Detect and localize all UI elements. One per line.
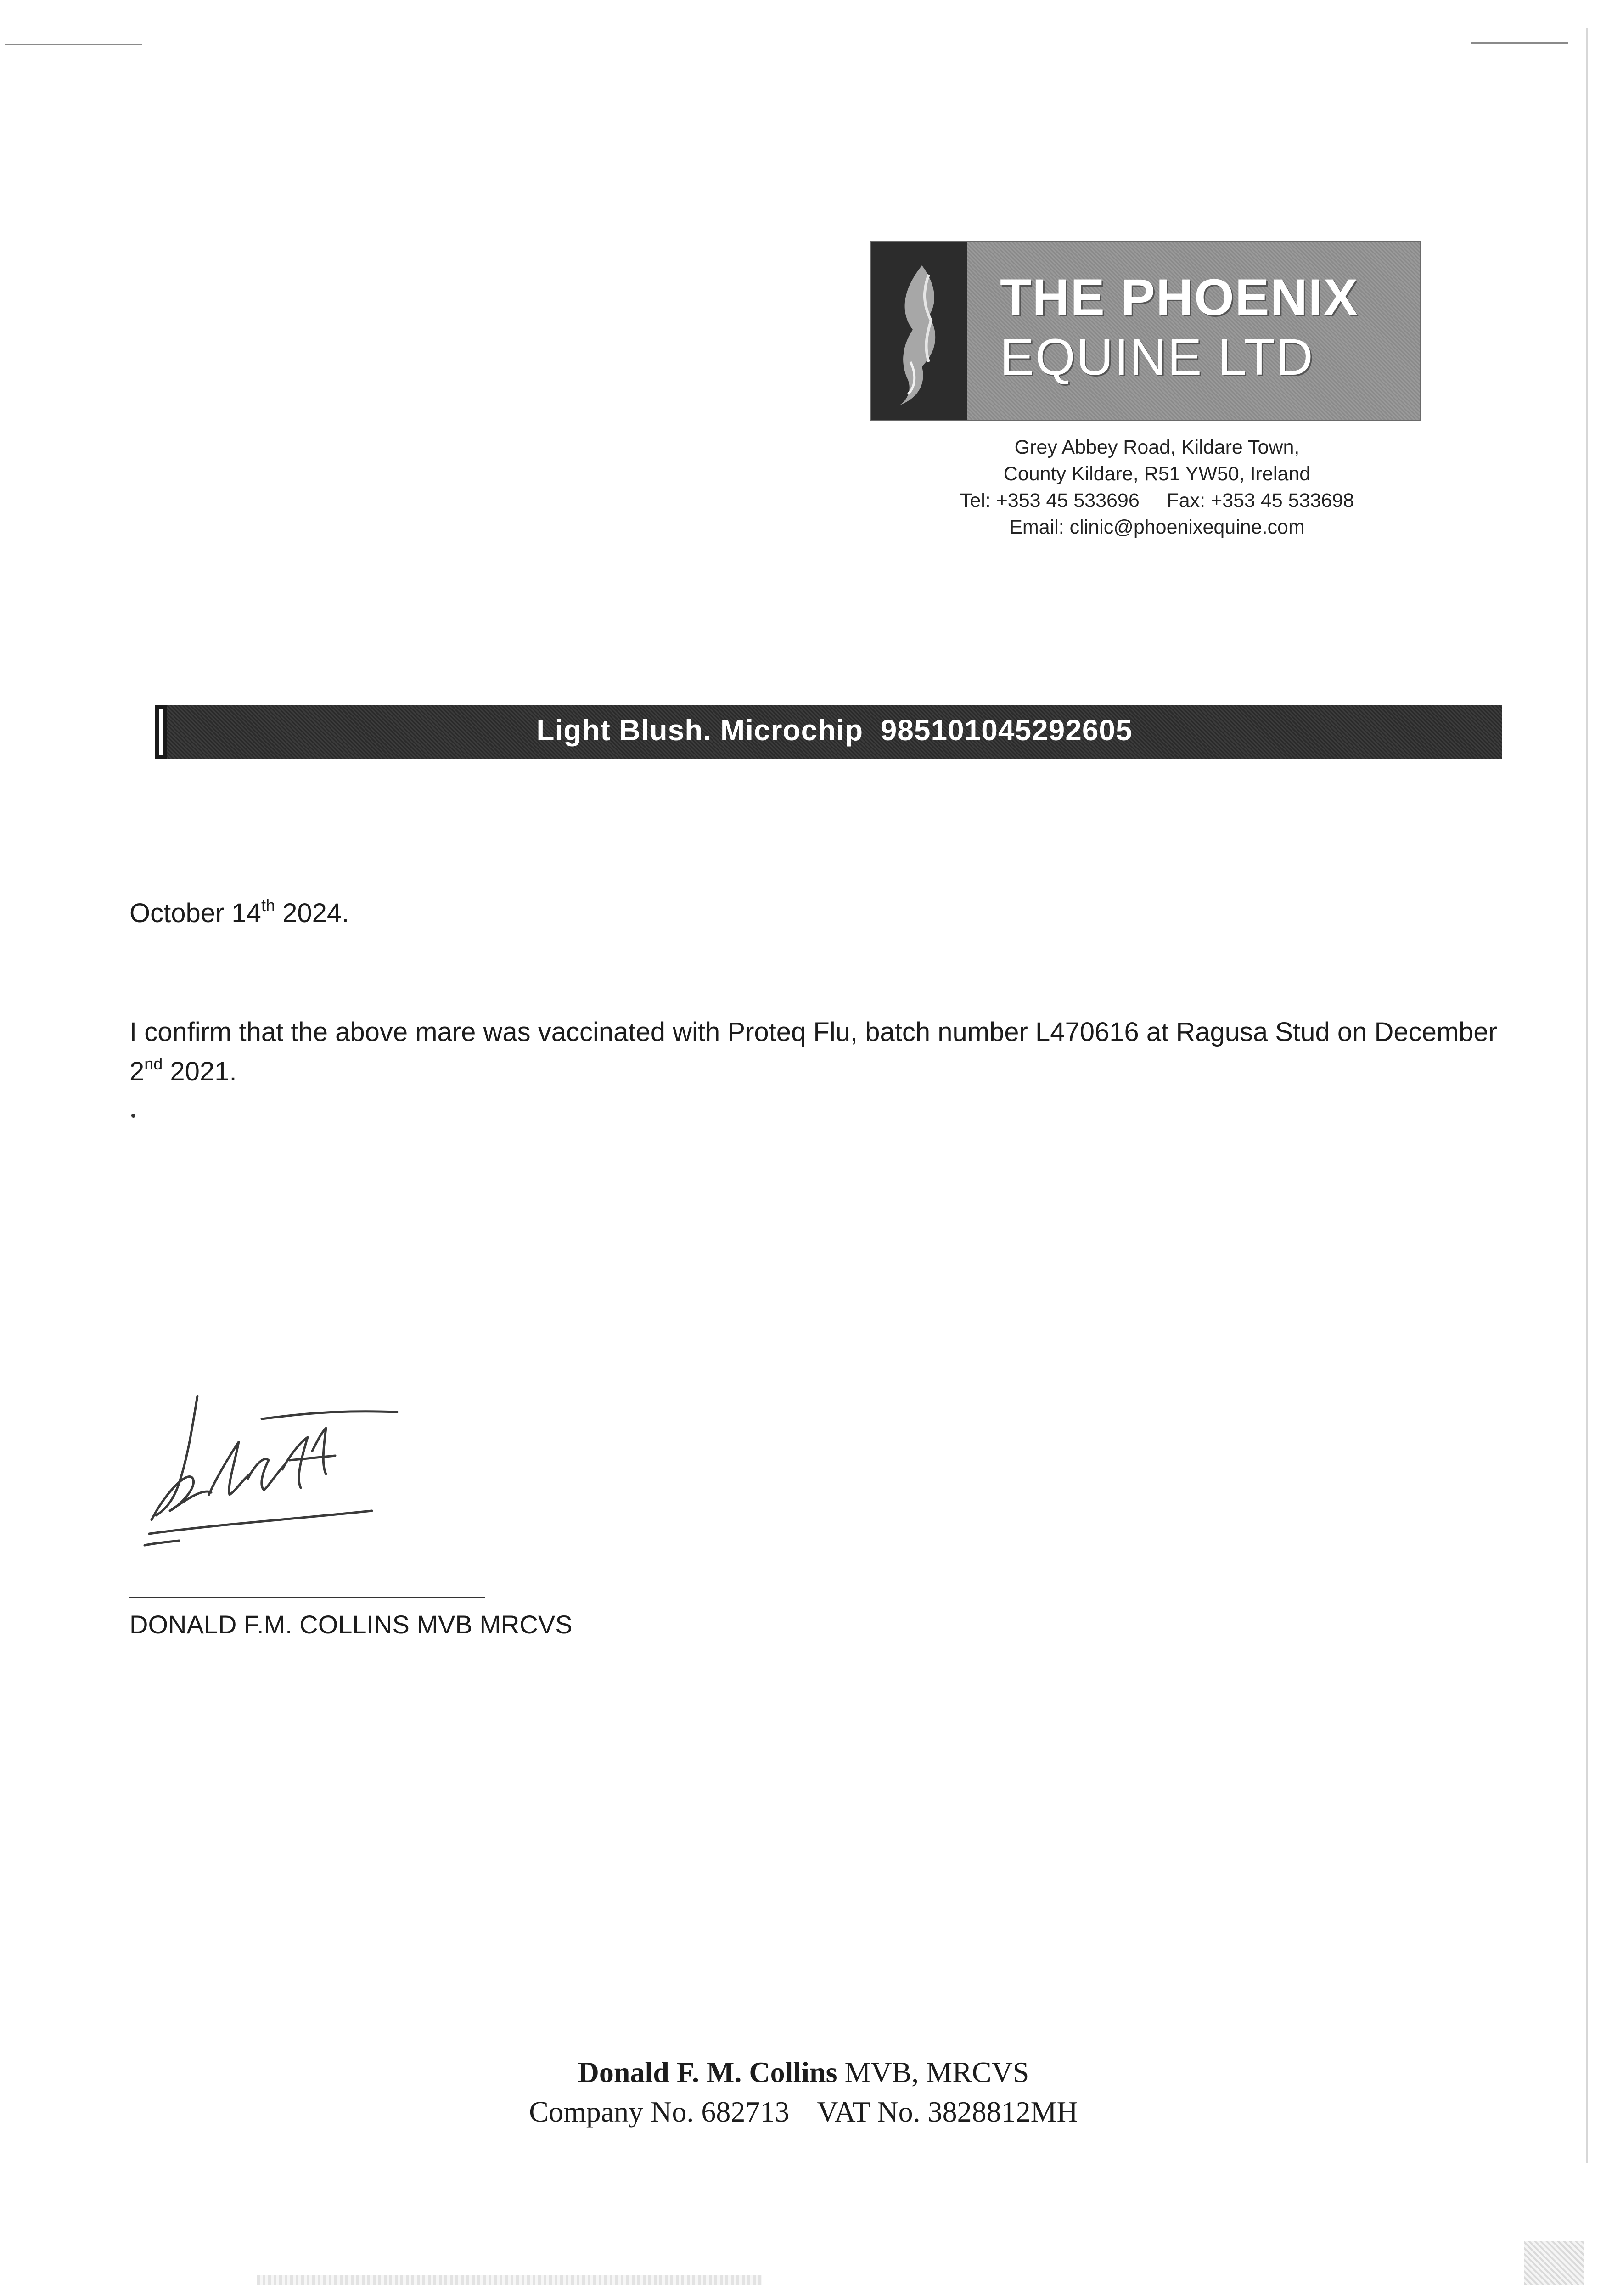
date-year: 2024. <box>275 898 349 928</box>
scan-mark-top-left <box>5 44 142 45</box>
email-label: Email: <box>1009 516 1064 538</box>
handwritten-signature <box>124 1387 409 1564</box>
tel-label: Tel: <box>960 490 991 512</box>
contact-email <box>916 514 1398 540</box>
footer-name: Donald F. M. Collins <box>578 2056 837 2088</box>
stray-dot <box>131 1114 135 1118</box>
fax-number: +353 45 533698 <box>1211 490 1354 512</box>
letter-date <box>129 898 349 929</box>
date-day: October 14 <box>129 898 261 928</box>
fax-label: Fax: <box>1167 490 1206 512</box>
contact-phone-fax <box>916 487 1398 514</box>
email-address: clinic@phoenixequine.com <box>1069 516 1305 538</box>
letterhead-address <box>916 434 1398 540</box>
body-ordinal: nd <box>144 1054 163 1073</box>
company-logo <box>870 241 1421 421</box>
address-line-1: Grey Abbey Road, Kildare Town, <box>1014 436 1300 458</box>
tel-number: +353 45 533696 <box>996 490 1140 512</box>
page-edge-line <box>1586 28 1588 2163</box>
signatory-name: DONALD F.M. COLLINS MVB MRCVS <box>129 1610 573 1639</box>
date-ordinal: th <box>261 896 275 915</box>
body-text-main: I confirm that the above mare was vaccinated with Proteq Flu, batch number L470616 at Ragusa Stud on December 2 <box>129 1017 1497 1086</box>
footer-registration-line <box>413 2092 1194 2132</box>
signature-line <box>129 1597 485 1598</box>
logo-title: THE PHOENIX <box>1000 269 1359 326</box>
vat-number: VAT No. 3828812MH <box>817 2095 1078 2128</box>
logo-subtitle: EQUINE LTD <box>1000 328 1314 386</box>
company-number: Company No. 682713 <box>529 2095 790 2128</box>
footer-name-line <box>413 2053 1194 2092</box>
body-text-end: 2021. <box>163 1057 237 1086</box>
letter-body <box>129 1013 1507 1092</box>
scan-noise-bottom <box>257 2275 762 2285</box>
scan-noise-corner <box>1524 2241 1584 2285</box>
address-line-2: County Kildare, R51 YW50, Ireland <box>1003 463 1311 485</box>
letter-footer <box>413 2053 1194 2132</box>
horse-id-banner <box>155 705 1502 759</box>
phoenix-flame-icon <box>871 242 967 420</box>
scan-mark-top-right <box>1471 42 1568 44</box>
banner-text: Light Blush. Microchip 985101045292605 <box>536 714 1133 747</box>
footer-qualifications: MVB, MRCVS <box>837 2056 1029 2088</box>
